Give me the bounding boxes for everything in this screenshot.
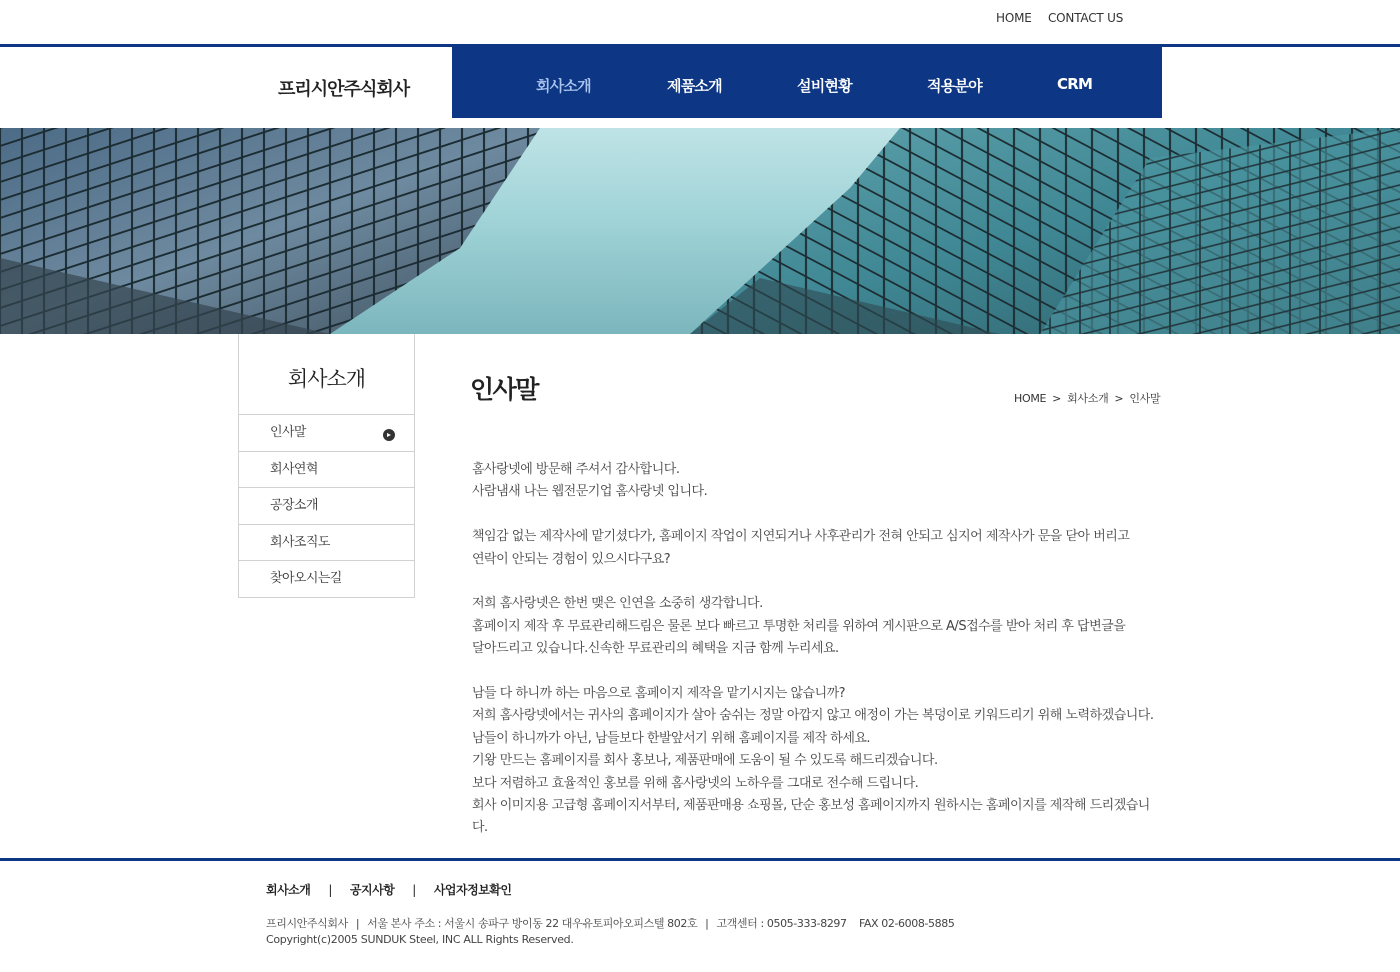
sub-nav-label: 회사조직도: [270, 534, 330, 550]
sub-nav-label: 회사연혁: [270, 461, 318, 477]
footer-link-notice[interactable]: 공지사항: [349, 883, 395, 897]
text-line: 사람냄새 나는 웹전문기업 홈사랑넷 입니다.: [472, 484, 708, 500]
footer-fax: FAX 02-6008-5885: [859, 917, 955, 930]
sub-nav-item-history[interactable]: [239, 452, 414, 489]
footer-separator: |: [705, 917, 709, 930]
footer-nav: [266, 881, 512, 898]
breadcrumb-current: 인사말: [1129, 392, 1161, 405]
text-line: 저희 홈사랑넷은 한번 맺은 인연을 소중히 생각합니다.: [472, 596, 763, 612]
text-line: 달아드리고 있습니다.신속한 무료관리의 혜택을 지금 함께 누리세요.: [472, 641, 839, 657]
greeting-paragraph: [472, 683, 1162, 840]
greeting-paragraph: [472, 593, 1162, 660]
page-title: 인사말: [470, 375, 538, 404]
util-home-link[interactable]: HOME: [996, 11, 1032, 25]
text-line: 회사 이미지용 고급형 홈페이지서부터, 제품판매용 쇼핑몰, 단순 홍보성 홈페이지까지 원하시는 홈페이지를 제작해 드리겠습니다.: [472, 798, 1150, 836]
footer-company-name: 프리시안주식회사: [266, 917, 348, 930]
nav-item-products[interactable]: 제품소개: [667, 77, 722, 95]
footer-phone: 고객센터 : 0505-333-8297: [716, 917, 847, 930]
text-line: 남들이 하니까가 아닌, 남들보다 한발앞서기 위해 홈페이지를 제작 하세요.: [472, 730, 871, 746]
text-line: 홈페이지 제작 후 무료관리해드림은 물론 보다 빠르고 투명한 처리를 위하여 게시판으로 A/S접수를 받아 처리 후 답변글을: [472, 618, 1126, 634]
sub-nav-item-directions[interactable]: [239, 561, 414, 598]
footer-address: 서울 본사 주소 : 서울시 송파구 방이동 22 대우유토피아오피스텔 802호: [367, 917, 698, 930]
text-line: 저희 홈사랑넷에서는 귀사의 홈페이지가 살아 숨쉬는 정말 아깝지 않고 애정이 가는 복덩이로 키워드리기 위해 노력하겠습니다.: [472, 708, 1154, 724]
breadcrumb-home[interactable]: HOME: [1014, 392, 1047, 405]
sub-nav-item-factory[interactable]: [239, 488, 414, 525]
greeting-paragraph: [472, 526, 1162, 571]
sub-nav-label: 공장소개: [270, 498, 318, 513]
nav-item-crm[interactable]: CRM: [1057, 75, 1093, 93]
sub-nav-list: [238, 414, 415, 598]
breadcrumb-separator: >: [1052, 392, 1062, 405]
text-line: 남들 다 하니까 하는 마음으로 홈페이지 제작을 맡기시지는 않습니까?: [472, 686, 846, 702]
nav-item-company[interactable]: 회사소개: [536, 77, 591, 95]
text-line: 연락이 안되는 경험이 있으시다구요?: [472, 551, 671, 567]
sub-nav-item-greeting[interactable]: [239, 415, 414, 452]
footer-separator: |: [412, 883, 416, 897]
footer-company-info: [266, 915, 954, 931]
text-line: 홈사랑넷에 방문해 주셔서 감사합니다.: [472, 462, 680, 477]
footer-link-business-info[interactable]: 사업자정보확인: [433, 883, 512, 897]
footer-separator: |: [328, 883, 332, 897]
breadcrumb-company[interactable]: 회사소개: [1067, 392, 1109, 405]
text-line: 보다 저렴하고 효율적인 홍보를 위해 홈사랑넷의 노하우를 그대로 전수해 드립니다.: [472, 775, 919, 791]
breadcrumb: [1014, 390, 1160, 406]
footer-top-line: [0, 858, 1400, 861]
util-contact-link[interactable]: CONTACT US: [1048, 11, 1124, 25]
footer-link-company[interactable]: 회사소개: [266, 883, 311, 897]
text-line: 기왕 만드는 홈페이지를 회사 홍보나, 제품판매에 도움이 될 수 있도록 해드리겠습니다.: [472, 753, 938, 769]
footer-copyright: Copyright(c)2005 SUNDUK Steel, INC ALL Rights Reserved.: [266, 933, 574, 946]
hero-banner-image: [0, 128, 1400, 334]
greeting-paragraph: [472, 459, 1162, 504]
greeting-content: [472, 459, 1162, 862]
main-nav: [452, 47, 1162, 118]
nav-item-applications[interactable]: 적용분야: [927, 77, 982, 95]
arrow-circle-icon: [383, 429, 395, 441]
glass-buildings-illustration: [0, 128, 1400, 334]
sub-nav-label: 인사말: [270, 425, 306, 440]
site-logo[interactable]: 프리시안주식회사: [278, 79, 410, 100]
utility-bar: [0, 0, 1400, 45]
nav-item-facilities[interactable]: 설비현황: [797, 77, 852, 95]
sub-nav-item-organization[interactable]: [239, 525, 414, 562]
text-line: 책임감 없는 제작사에 맡기셨다가, 홈페이지 작업이 지연되거나 사후관리가 전혀 안되고 심지어 제작사가 문을 닫아 버리고: [472, 529, 1130, 545]
sub-nav-label: 찾아오시는길: [270, 571, 342, 586]
breadcrumb-separator: >: [1114, 392, 1124, 405]
sub-nav-title: 회사소개: [238, 334, 415, 414]
sub-nav: [238, 334, 415, 598]
footer-separator: |: [355, 917, 360, 930]
